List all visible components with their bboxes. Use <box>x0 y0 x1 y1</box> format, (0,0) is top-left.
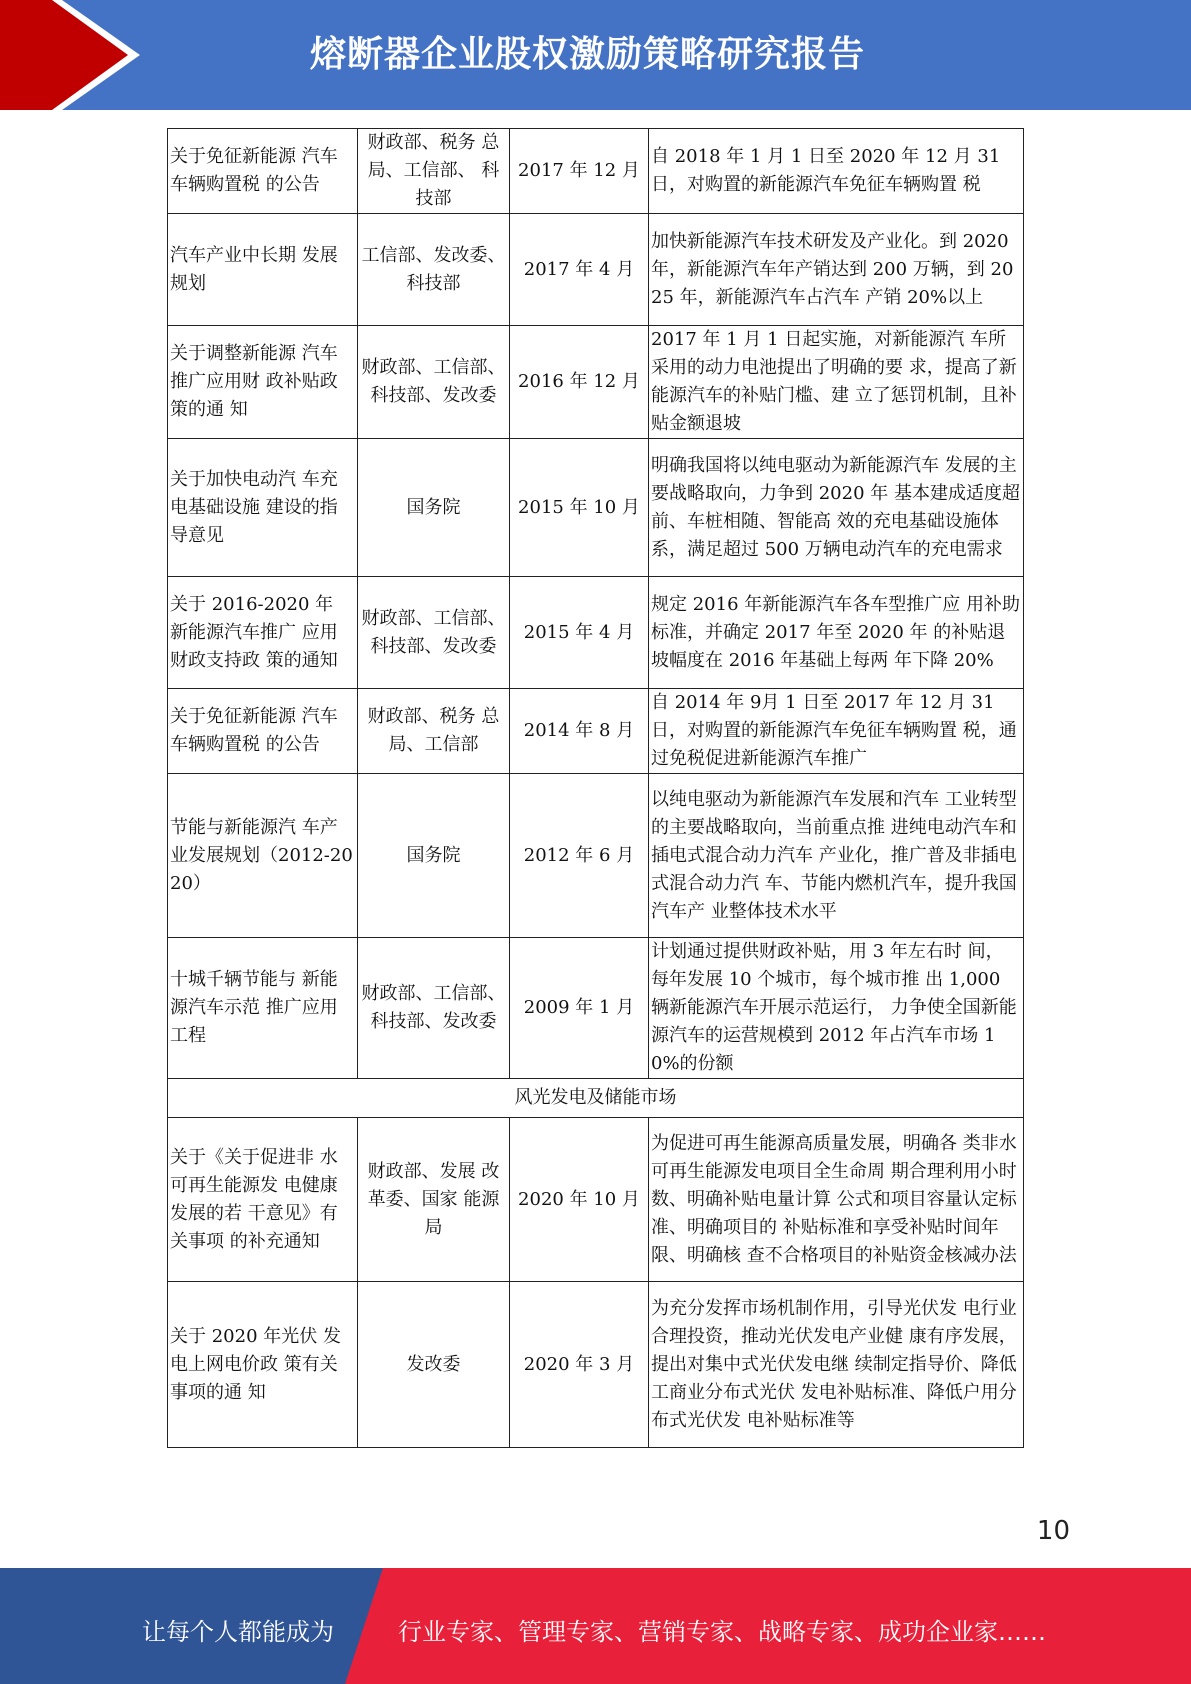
policy-name: 关于调整新能源 汽车推广应用财 政补贴政策的通 知 <box>168 326 358 439</box>
table-row <box>168 1118 1024 1282</box>
table-row <box>168 1282 1024 1448</box>
policy-date: 2014 年 8 月 <box>510 689 649 774</box>
policy-name: 关于加快电动汽 车充电基础设施 建设的指导意见 <box>168 439 358 577</box>
policy-date: 2009 年 1 月 <box>510 938 649 1079</box>
report-title: 熔断器企业股权激励策略研究报告 <box>310 34 866 75</box>
table-row <box>168 577 1024 689</box>
policy-name: 十城千辆节能与 新能源汽车示范 推广应用工程 <box>168 938 358 1079</box>
policy-department: 国务院 <box>358 439 510 577</box>
policy-department: 国务院 <box>358 774 510 938</box>
policy-department: 财政部、工信部、科技部、发改委 <box>358 326 510 439</box>
section-row <box>168 1079 1024 1118</box>
policy-name: 节能与新能源汽 车产业发展规划（2012-2020） <box>168 774 358 938</box>
page-header <box>0 0 1191 110</box>
policy-content: 自 2014 年 9月 1 日至 2017 年 12 月 31 日，对购置的新能源汽车免征车辆购置 税，通过免税促进新能源汽车推广 <box>649 689 1024 774</box>
table-row <box>168 326 1024 439</box>
policy-department: 财政部、税务 总局、工信部、 科技部 <box>358 129 510 214</box>
header-chevron-icon <box>0 0 150 110</box>
policy-content: 2017 年 1 月 1 日起实施，对新能源汽 车所采用的动力电池提出了明确的要 求，提高了新能源汽车的补贴门槛、建 立了惩罚机制，且补贴金额退坡 <box>649 326 1024 439</box>
footer-slogan-left: 让每个人都能成为 <box>142 1618 334 1646</box>
table-row <box>168 214 1024 326</box>
policy-content: 规定 2016 年新能源汽车各车型推广应 用补助标准，并确定 2017 年至 2020 年 的补贴退坡幅度在 2016 年基础上每两 年下降 20% <box>649 577 1024 689</box>
policy-content: 明确我国将以纯电驱动为新能源汽车 发展的主要战略取向，力争到 2020 年 基本建成适度超前、车桩相随、智能高 效的充电基础设施体系，满足超过 500 万辆电动汽车的充电需求 <box>649 439 1024 577</box>
policy-date: 2020 年 3 月 <box>510 1282 649 1448</box>
policy-date: 2017 年 12 月 <box>510 129 649 214</box>
table-row <box>168 774 1024 938</box>
policy-content: 为促进可再生能源高质量发展，明确各 类非水可再生能源发电项目全生命周 期合理利用小时数、明确补贴电量计算 公式和项目容量认定标准、明确项目的 补贴标准和享受补贴时间年限、明确核 查不合格项目的补贴资金核减办法 <box>649 1118 1024 1282</box>
policy-department: 财政部、发展 改革委、国家 能源局 <box>358 1118 510 1282</box>
policy-date: 2015 年 10 月 <box>510 439 649 577</box>
page-number: 10 <box>1036 1516 1070 1546</box>
policy-name: 关于 2020 年光伏 发电上网电价政 策有关事项的通 知 <box>168 1282 358 1448</box>
table-row <box>168 129 1024 214</box>
policy-content: 加快新能源汽车技术研发及产业化。到 2020 年，新能源汽车年产销达到 200 万辆，到 2025 年，新能源汽车占汽车 产销 20%以上 <box>649 214 1024 326</box>
policy-department: 财政部、税务 总局、工信部 <box>358 689 510 774</box>
policy-department: 财政部、工信部、科技部、发改委 <box>358 938 510 1079</box>
policy-content: 为充分发挥市场机制作用，引导光伏发 电行业合理投资，推动光伏发电产业健 康有序发展，提出对集中式光伏发电继 续制定指导价、降低工商业分布式光伏 发电补贴标准、降低户用分布式光伏发 电补贴标准等 <box>649 1282 1024 1448</box>
policy-date: 2015 年 4 月 <box>510 577 649 689</box>
policy-department: 财政部、工信部、科技部、发改委 <box>358 577 510 689</box>
table-row <box>168 439 1024 577</box>
policy-name: 关于 2016-2020 年 新能源汽车推广 应用财政支持政 策的通知 <box>168 577 358 689</box>
policy-department: 发改委 <box>358 1282 510 1448</box>
policy-content: 计划通过提供财政补贴，用 3 年左右时 间，每年发展 10 个城市，每个城市推 出 1,000 辆新能源汽车开展示范运行， 力争使全国新能源汽车的运营规模到 2012 年占汽车市场 10%的份额 <box>649 938 1024 1079</box>
table-row <box>168 689 1024 774</box>
policy-date: 2017 年 4 月 <box>510 214 649 326</box>
policy-content: 自 2018 年 1 月 1 日至 2020 年 12 月 31 日，对购置的新能源汽车免征车辆购置 税 <box>649 129 1024 214</box>
page-footer <box>0 1568 1191 1684</box>
policy-name: 关于免征新能源 汽车车辆购置税 的公告 <box>168 129 358 214</box>
policy-name: 关于《关于促进非 水可再生能源发 电健康发展的若 干意见》有关事项 的补充通知 <box>168 1118 358 1282</box>
policy-name: 汽车产业中长期 发展规划 <box>168 214 358 326</box>
policy-department: 工信部、发改委、科技部 <box>358 214 510 326</box>
policy-date: 2020 年 10 月 <box>510 1118 649 1282</box>
footer-slogan-right: 行业专家、管理专家、营销专家、战略专家、成功企业家…… <box>398 1618 1046 1646</box>
policy-table <box>167 128 1024 1448</box>
policy-date: 2016 年 12 月 <box>510 326 649 439</box>
policy-name: 关于免征新能源 汽车车辆购置税 的公告 <box>168 689 358 774</box>
section-label: 风光发电及储能市场 <box>168 1079 1024 1118</box>
policy-content: 以纯电驱动为新能源汽车发展和汽车 工业转型的主要战略取向，当前重点推 进纯电动汽车和插电式混合动力汽车 产业化，推广普及非插电式混合动力汽 车、节能内燃机汽车，提升我国汽车产 业整体技术水平 <box>649 774 1024 938</box>
policy-date: 2012 年 6 月 <box>510 774 649 938</box>
table-row <box>168 938 1024 1079</box>
